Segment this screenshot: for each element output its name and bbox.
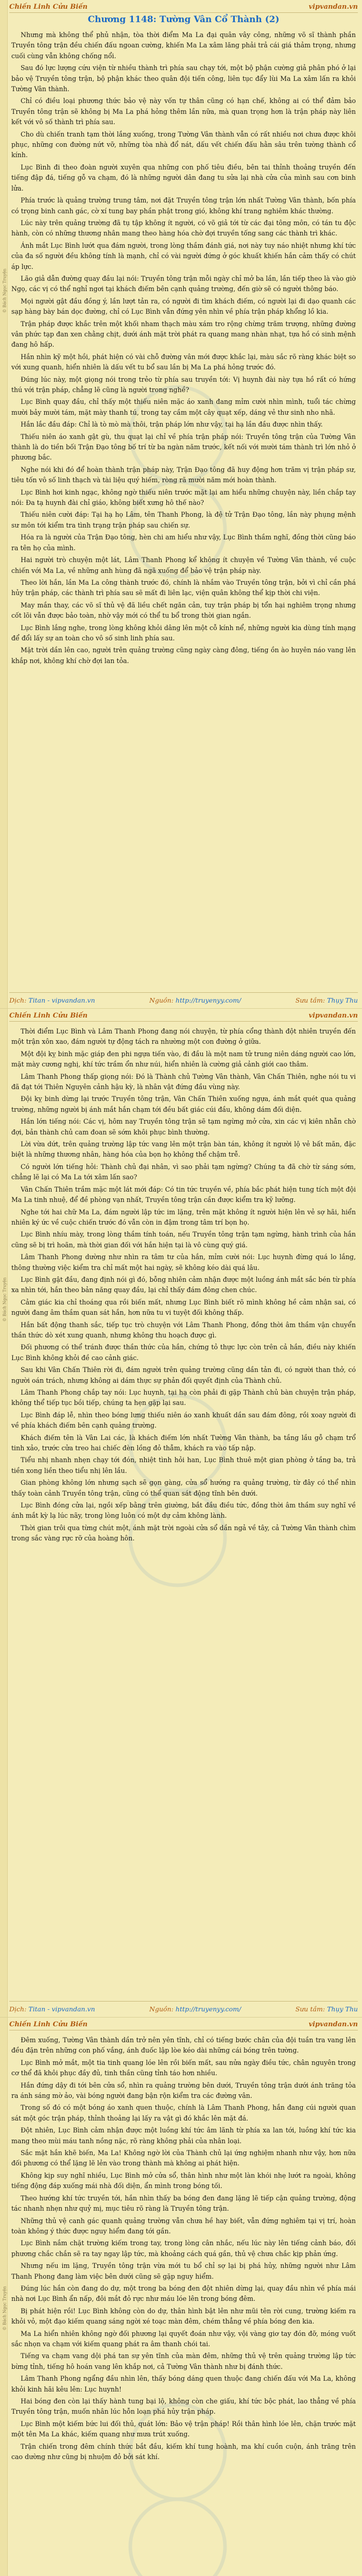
paragraph: Lục Bình đáp lễ, nhìn theo bóng lưng thiếu niên áo xanh khuất dần sau đám đông, rồi xoay người đi về phía khách điếm bên cạnh quảng trường. (11, 1411, 356, 1430)
header-divider (9, 12, 358, 13)
site-name: Chiến Linh Cửu Biến (9, 3, 88, 11)
paragraph: Đúng lúc hắn còn đang do dự, một trong ba bóng đen đột nhiên dừng lại, quay đầu nhìn về phía mái nhà nơi Lục Bình ẩn nấp, đôi mắt đỏ rực như máu lóe lên trong bóng đêm. (11, 2284, 356, 2303)
side-strip (0, 1009, 8, 2017)
side-strip (0, 0, 8, 1008)
paragraph: Hắn nhìn kỹ một hồi, phát hiện có vài chỗ đường vân mới được khắc lại, màu sắc rõ ràng khác biệt so với xung quanh, hiển nhiên là dấu vết tu bổ sau lần bị Ma La phá hỏng trước đó. (11, 352, 356, 371)
translator-credit (9, 2005, 95, 2013)
paragraph: Gian phòng không lớn nhưng sạch sẽ gọn gàng, cửa sổ hướng ra quảng trường, từ đây có thể nhìn thấy toàn cảnh Truyền tông trận, cũng có thể quan sát động tĩnh bên dưới. (11, 1479, 356, 1497)
paragraph: Lục Bình đi theo đoàn người xuyên qua những con phố tiêu điều, bên tai thỉnh thoảng truyền đến tiếng đập đá, tiếng gỗ va chạm, đó là những người dân đang tu sửa lại nhà cửa của mình sau cơn binh lửa. (11, 163, 356, 192)
paragraph: Đột nhiên, Lục Bình cảm nhận được một luồng khí tức âm lãnh từ phía xa lan tới, luồng khí tức kia mang theo mùi máu tanh nồng nặc, rõ ràng không phải của nhân loại. (11, 2126, 356, 2145)
paragraph: Hóa ra là người của Trận Đạo tông, hèn chi am hiểu như vậy, Lục Bình thầm nghĩ, đồng thời cũng báo ra tên họ của mình. (11, 533, 356, 552)
paragraph: Thời điểm Lục Bình và Lâm Thanh Phong đang nói chuyện, từ phía cổng thành đột nhiên truyền đến một trận xôn xao, đám người tự động tách ra nhường một con đường ở giữa. (11, 1027, 356, 1046)
page-footer (9, 2004, 358, 2014)
paragraph: Thiếu niên cười đáp: Tại hạ họ Lâm, tên Thanh Phong, là đệ tử Trận Đạo tông, lần này phụng mệnh sư môn tới kiểm tra tình trạng trận pháp sau chiến sự. (11, 511, 356, 529)
header-divider (9, 1021, 358, 1022)
paragraph: Hai bóng đen còn lại thấy hành tung bại lộ, không còn che giấu, khí tức bộc phát, lao thẳng về phía Truyền tông trận, muốn nhân lúc hỗn loạn phá hủy trận pháp. (11, 2397, 356, 2416)
paragraph: Lục Bình mở mắt, một tia tinh quang lóe lên rồi biến mất, sau nửa ngày điều tức, chân nguyên trong cơ thể đã khôi phục đầy đủ, tinh thần cũng tỉnh táo hơn nhiều. (11, 2058, 356, 2077)
paragraph: Mọi người gật đầu đồng ý, lần lượt tản ra, có người đi tìm khách điếm, có người lại đi dạo quanh các sạp hàng bày bán dọc đường, chỉ có Lục Bình vẫn đứng yên nhìn về phía trận pháp khổng lồ kia. (11, 297, 356, 316)
editor-credit (296, 2005, 358, 2013)
paragraph: Lục Bình hơi kinh ngạc, không ngờ thiếu niên trước mặt lại am hiểu những chuyện này, liền chắp tay nói: Đa tạ huynh đài chỉ giáo, không biết xưng hô thế nào? (11, 488, 356, 507)
paragraph: Lục Bình nhíu mày, trong lòng thầm tính toán, nếu Truyền tông trận tạm ngừng, hành trình của hắn cũng sẽ bị trì hoãn, mà thời gian đối với hắn hiện tại là vô cùng quý giá. (11, 1230, 356, 1249)
paragraph: Lúc này trên quảng trường đã tụ tập không ít người, có võ giả tới từ các đại tông môn, có tán tu độc hành, còn có những thương nhân mang theo hàng hóa chờ đợi truyền tống sang các thành trì khác. (11, 218, 356, 238)
paragraph: Nghe nói khi đó để hoàn thành trận pháp này, Trận Đạo tông đã huy động hơn trăm vị trận pháp sư, tiêu tốn vô số linh thạch và tài liệu quý hiếm, ròng rã mười năm mới hoàn thành. (11, 465, 356, 484)
side-text: © Bách Ngọc Truyện (2, 1277, 7, 1322)
chapter-body (11, 2035, 356, 2576)
paragraph: Lục Bình gật đầu, đang định nói gì đó, bỗng nhiên cảm nhận được một luồng ánh mắt sắc bén từ phía xa nhìn tới, hắn theo bản năng quay đầu, lại chỉ thấy đám đông chen chúc. (11, 1275, 356, 1294)
paragraph: Cho dù chiến tranh tạm thời lắng xuống, trong Tường Vân thành vẫn có rất nhiều nơi chưa được khôi phục, những con đường nứt vỡ, những tòa nhà đổ nát, dấu vết chiến đấu hằn sâu trên tường thành cổ kính. (11, 130, 356, 159)
paragraph: Theo hướng khí tức truyền tới, hắn nhìn thấy ba bóng đen đang lặng lẽ tiếp cận quảng trường, động tác nhanh nhẹn như quỷ mị, mục tiêu rõ ràng là Truyền tông trận. (11, 2194, 356, 2213)
translator-label: Dịch: (9, 996, 27, 1004)
translator-name: Titan - vipvandan.vn (28, 2005, 95, 2013)
paragraph: Khách điếm tên là Vân Lai các, là khách điếm lớn nhất Tường Vân thành, ba tầng lầu gỗ chạm trổ tinh xảo, trước cửa treo hai chiếc đèn lồng đỏ thẫm, khách ra vào tấp nập. (11, 1433, 356, 1452)
paragraph: Hắn bất động thanh sắc, tiếp tục trò chuyện với Lâm Thanh Phong, đồng thời âm thầm vận chuyển thần thức dò xét xung quanh, nhưng không thu hoạch được gì. (11, 1320, 356, 1339)
editor-name: Thụy Thu (327, 996, 358, 1004)
side-strip (0, 2018, 8, 2576)
paragraph: Vân Chấn Thiên trầm mặc một lát mới đáp: Có tin tức truyền về, phía bắc phát hiện tung tích một đội Ma La tinh nhuệ, để đề phòng vạn nhất, Truyền tông trận cần được kiểm tra kỹ lưỡng. (11, 1185, 356, 1204)
paragraph: Ma La hiển nhiên không ngờ đối phương lại quyết đoán như vậy, vội vàng giơ tay đón đỡ, móng vuốt sắc nhọn va chạm với kiếm quang phát ra âm thanh chói tai. (11, 2329, 356, 2348)
source-label: Nguồn: (149, 996, 174, 1004)
side-text: © Bách Ngọc Truyện (2, 2286, 7, 2331)
translator-credit (9, 996, 95, 1004)
chapter-title: Chương 1148: Tường Vân Cổ Thành (2) (88, 14, 280, 25)
paragraph: Lục Bình đóng cửa lại, ngồi xếp bằng trên giường, bắt đầu điều tức, đồng thời âm thầm suy nghĩ về ánh mắt kỳ lạ lúc nãy, trong lòng luôn có một dự cảm không lành. (11, 1501, 356, 1520)
paragraph: Sau khi Vân Chấn Thiên rời đi, đám người trên quảng trường cũng dần tản đi, có người than thở, có người oán trách, nhưng không ai dám thực sự phản đối quyết định của Thành chủ. (11, 1366, 356, 1384)
paragraph: Bị phát hiện rồi! Lục Bình không còn do dự, thân hình bật lên như mũi tên rời cung, trường kiếm ra khỏi vỏ, một đạo kiếm quang sáng ngời xé toạc màn đêm, chém thẳng về phía bóng đen kia. (11, 2307, 356, 2326)
paragraph: Một đội kỵ binh mặc giáp đen phi ngựa tiến vào, đi đầu là một nam tử trung niên dáng người cao lớn, mặt mày cương nghị, khí tức trầm ổn như núi, hiển nhiên là cường giả cảnh giới cao thâm. (11, 1049, 356, 1069)
paragraph: Thiếu niên áo xanh gật gù, thu quạt lại chỉ về phía trận pháp nói: Truyền tông trận của Tường Vân thành là do tiền bối Trận Đạo tông bố trí từ ba ngàn năm trước, kết nối với mười tám thành trì lớn nhỏ ở phương bắc. (11, 432, 356, 462)
paragraph: Hắn lắc đầu đáp: Chỉ là tò mò mà thôi, trận pháp lớn như vậy, tại hạ lần đầu được nhìn thấy. (21, 420, 323, 429)
paragraph: Lục Bình quay đầu, chỉ thấy một thiếu niên mặc áo xanh đang mỉm cười nhìn mình, tuổi tác chừng mười bảy mười tám, mặt mày thanh tú, trong tay cầm một cây quạt xếp, dáng vẻ thư sinh nho nhã. (11, 398, 356, 416)
paragraph: Đội kỵ binh dừng lại trước Truyền tông trận, Vân Chấn Thiên xuống ngựa, ánh mắt quét qua quảng trường, những người bị ánh mắt hắn chạm tới đều bất giác cúi đầu, không dám đối diện. (11, 1095, 356, 1113)
paragraph: Trong số đó có một bóng áo xanh quen thuộc, chính là Lâm Thanh Phong, hắn đang cúi người quan sát một góc trận pháp, thỉnh thoảng lại lấy ra vật gì đó khắc lên mặt đá. (11, 2104, 356, 2122)
footer-divider (9, 2001, 358, 2002)
paragraph: Cảm giác kia chỉ thoáng qua rồi biến mất, nhưng Lục Bình biết rõ mình không hề cảm nhận sai, có người đang âm thầm quan sát hắn, hơn nữa tu vi tuyệt đối không thấp. (11, 1298, 356, 1317)
paragraph: Có người lớn tiếng hỏi: Thành chủ đại nhân, vì sao phải tạm ngừng? Chúng ta đã chờ từ sáng sớm, chẳng lẽ lại có Ma La tới xâm lấn sao? (11, 1162, 356, 1181)
paragraph: Tiểu nhị nhanh nhẹn chạy tới đón, nhiệt tình hỏi han, Lục Bình thuê một gian phòng ở tầng ba, trả tiền xong liền theo tiểu nhị lên lầu. (11, 1456, 356, 1475)
side-text: © Bách Ngọc Truyện (2, 268, 7, 313)
page-header (9, 1011, 358, 1020)
editor-name: Thụy Thu (327, 2005, 358, 2013)
paragraph: Ánh mắt Lục Bình lướt qua đám người, trong lòng thầm đánh giá, nơi này tuy náo nhiệt nhưng khí tức của đa số người đều không tính là mạnh, chỉ có vài người đứng ở góc khuất khiến hắn cảm thấy có chút áp lực. (11, 241, 356, 270)
paragraph: Lục Bình một kiếm bức lui đối thủ, quát lớn: Bảo vệ trận pháp! Rồi thân hình lóe lên, chặn trước mặt một tên Ma La khác, kiếm quang như mưa trút xuống. (11, 2419, 356, 2438)
editor-credit (296, 996, 358, 1004)
paragraph: Chỉ có điều loại phương thức bảo vệ này vốn tự thân cũng có hạn chế, không ai có thể đảm bảo Truyền tông trận sẽ không bị Ma La phá hỏng thêm lần nữa, mà quan trọng hơn là trận pháp này liên kết với vô số thành trì phía sau. (11, 97, 356, 126)
page-1 (0, 0, 362, 1009)
translator-name: Titan - vipvandan.vn (28, 996, 95, 1004)
paragraph: Không kịp suy nghĩ nhiều, Lục Bình mở cửa sổ, thân hình như một làn khói nhẹ lướt ra ngoài, không tiếng động đáp xuống mái nhà đối diện, ẩn mình trong bóng tối. (11, 2171, 356, 2190)
page-header (9, 2, 358, 11)
page-footer (9, 995, 358, 1005)
paragraph: May mắn thay, các võ sĩ thủ vệ đã liều chết ngăn cản, tuy trận pháp bị tổn hại nghiêm trọng nhưng cốt lõi vẫn được bảo toàn, nhờ vậy mới có thể tu bổ trong thời gian ngắn. (11, 601, 356, 620)
chapter-body (11, 30, 356, 986)
paragraph: Nhưng mà không thể phủ nhận, tòa thời điểm Ma La đại quân vây công, những võ sĩ thành phần Truyền tông trận đều chiến đấu ngoan cường, khiến Ma La xâm lăng phải trả cái giá thảm trọng, nhưng cuối cùng vẫn không chống nổi. (11, 31, 356, 60)
paragraph: Tiếng va chạm vang dội phá tan sự yên tĩnh của màn đêm, những thủ vệ trên quảng trường lập tức bừng tỉnh, tiếng hô hoán vang lên khắp nơi, cả Tường Vân thành như bị đánh thức. (11, 2352, 356, 2370)
source-link[interactable]: http://truyenyy.com/ (175, 2005, 242, 2013)
site-name: Chiến Linh Cửu Biến (9, 2020, 88, 2028)
paragraph: Mặt trời dần lên cao, người trên quảng trường cũng ngày càng đông, tiếng ồn ào huyên náo vang lên khắp nơi, không khí chờ đợi lan tỏa. (11, 646, 356, 665)
source-link[interactable]: http://truyenyy.com/ (175, 996, 242, 1004)
chapter-body (11, 1026, 356, 1995)
paragraph: Sau đó lực lượng cứu viện từ nhiều thành trì phía sau chạy tới, một bộ phận cường giả phân phó ở lại bảo vệ Truyền tông trận, bộ phận khác theo quân đội tiến công, liên tục đẩy lùi Ma La xâm lấn ra khỏi Tường Vân thành. (11, 64, 356, 93)
paragraph: Lâm Thanh Phong ngẩng đầu nhìn lên, thấy bóng dáng quen thuộc đang chiến đấu với Ma La, không khỏi kinh hãi kêu lên: Lục huynh! (11, 2375, 356, 2393)
paragraph: Lời vừa dứt, trên quảng trường lập tức vang lên một trận bàn tán, không ít người lộ vẻ bất mãn, đặc biệt là những thương nhân, hàng hóa của bọn họ không thể chậm trễ. (11, 1140, 356, 1159)
footer-divider (9, 992, 358, 993)
paragraph: Sắc mặt hắn khẽ biến, Ma La! Không ngờ lời của Thành chủ lại ứng nghiệm nhanh như vậy, hơn nữa đối phương có thể lặng lẽ lẻn vào trong thành mà không ai phát hiện. (11, 2149, 356, 2167)
editor-label: Sưu tầm: (295, 2005, 325, 2013)
paragraph: Nghe tới hai chữ Ma La, đám người lập tức im lặng, trên mặt không ít người hiện lên vẻ sợ hãi, hiển nhiên ký ức về cuộc chiến trước đó vẫn còn in đậm trong tâm trí bọn họ. (11, 1208, 356, 1226)
paragraph: Đêm xuống, Tường Vân thành dần trở nên yên tĩnh, chỉ có tiếng bước chân của đội tuần tra vang lên đều đặn trên những con phố vắng, ánh đuốc lập lòe kéo dài những cái bóng trên tường. (11, 2036, 356, 2055)
page-3 (0, 2018, 362, 2576)
paragraph: Hai người trò chuyện một lát, Lâm Thanh Phong kể không ít chuyện về Tường Vân thành, về cuộc chiến với Ma La, về những anh hùng đã ngã xuống để bảo vệ trận pháp này. (11, 556, 356, 574)
source-credit (149, 996, 241, 1004)
paragraph: Đối phương có thể tránh được thần thức của hắn, chứng tỏ thực lực còn trên cả hắn, điều này khiến Lục Bình không khỏi đề cao cảnh giác. (11, 1343, 356, 1362)
paragraph: Theo lời hắn, lần Ma La công thành trước đó, chính là nhắm vào Truyền tông trận, bởi vì chỉ cần phá hủy trận pháp, các thành trì phía sau sẽ mất đi liên lạc, viện quân không thể kịp thời chi viện. (11, 578, 356, 597)
paragraph: Lâm Thanh Phong thấp giọng nói: Đó là Thành chủ Tường Vân thành, Vân Chấn Thiên, nghe nói tu vi đã đạt tới Thiên Nguyên cảnh hậu kỳ, là nhân vật đứng đầu vùng này. (11, 1072, 356, 1091)
site-url[interactable]: vipvandan.vn (308, 3, 358, 11)
paragraph: Lục Bình lắng nghe, trong lòng không khỏi dâng lên một cỗ kính nể, những người kia dùng tính mạng để đổi lấy sự an toàn cho vô số sinh linh phía sau. (11, 623, 356, 642)
site-url[interactable]: vipvandan.vn (308, 2020, 358, 2028)
paragraph: Lục Bình nắm chặt trường kiếm trong tay, trong lòng cân nhắc, nếu lúc này lên tiếng cảnh báo, đối phương chắc chắn sẽ ra tay ngay lập tức, mà khoảng cách quá gần, thủ vệ chưa chắc kịp phản ứng. (11, 2239, 356, 2258)
page-2 (0, 1009, 362, 2018)
editor-label: Sưu tầm: (295, 996, 325, 1004)
paragraph: Lão giả dẫn đường quay đầu lại nói: Truyền tông trận mỗi ngày chỉ mở ba lần, lần tiếp theo là vào giờ Ngọ, các vị có thể nghỉ ngơi tại khách điếm bên cạnh quảng trường, đến giờ sẽ có người thông báo. (11, 274, 356, 293)
source-credit (149, 2005, 241, 2013)
paragraph: Đúng lúc này, một giọng nói trong trẻo từ phía sau truyền tới: Vị huynh đài này tựa hồ rất có hứng thú với trận pháp, chẳng lẽ cũng là người trong nghề? (11, 375, 356, 394)
site-name: Chiến Linh Cửu Biến (9, 1011, 88, 1020)
paragraph: Hắn đứng dậy đi tới bên cửa sổ, nhìn ra quảng trường bên dưới, Truyền tông trận dưới ánh trăng tỏa ra ánh sáng mờ ảo, vài bóng người đang bận rộn kiểm tra các đường vân. (11, 2081, 356, 2100)
paragraph: Thời gian trôi qua từng chút một, ánh mặt trời ngoài cửa sổ dần ngả về tây, cả Tường Vân thành chìm trong sắc vàng rực rỡ của hoàng hôn. (11, 1523, 356, 1543)
page-header (9, 2020, 358, 2029)
source-label: Nguồn: (149, 2005, 174, 2013)
paragraph: Những thủ vệ canh gác quanh quảng trường vẫn chưa hề hay biết, vẫn đứng nghiêm tại vị trí, hoàn toàn không ý thức được nguy hiểm đang tới gần. (11, 2216, 356, 2235)
site-url[interactable]: vipvandan.vn (308, 1011, 358, 1020)
paragraph: Hắn lớn tiếng nói: Các vị, hôm nay Truyền tông trận sẽ tạm ngừng mở cửa, xin các vị kiên nhẫn chờ đợi, bản thành chủ cam đoan sẽ sớm khôi phục bình thường. (11, 1117, 356, 1136)
translator-label: Dịch: (9, 2005, 27, 2013)
paragraph: Nhưng nếu im lặng, Truyền tông trận vừa mới tu bổ chỉ sợ lại bị phá hủy, những người như Lâm Thanh Phong đang làm việc bên dưới cũng sẽ gặp nguy hiểm. (11, 2262, 356, 2280)
paragraph: Trận pháp được khắc trên một khối nham thạch màu xám tro rộng chừng trăm trượng, những đường vân phức tạp đan xen chằng chịt, dưới ánh mặt trời phát ra quang mang nhàn nhạt, tựa hồ có sinh mệnh đang hô hấp. (11, 319, 356, 349)
paragraph: Lâm Thanh Phong chắp tay nói: Lục huynh, tại hạ còn phải đi gặp Thành chủ bàn chuyện trận pháp, không thể tiếp tục bồi tiếp, chúng ta hẹn gặp lại sau. (11, 1388, 356, 1407)
paragraph: Trận chiến trong đêm chính thức bắt đầu, kiếm khí tung hoành, ma khí cuồn cuộn, ánh trăng trên cao dường như cũng bị nhuộm đỏ bởi sát khí. (11, 2442, 356, 2461)
paragraph: Lâm Thanh Phong dường như nhìn ra tâm tư của hắn, mỉm cười nói: Lục huynh đừng quá lo lắng, thông thường việc kiểm tra chỉ mất một hai ngày, sẽ không kéo dài quá lâu. (11, 1253, 356, 1272)
paragraph: Phía trước là quảng trường trung tâm, nơi đặt Truyền tông trận lớn nhất Tường Vân thành, bốn phía có trọng binh canh gác, cờ xí tung bay phần phật trong gió, không khí trang nghiêm khác thường. (11, 196, 356, 215)
